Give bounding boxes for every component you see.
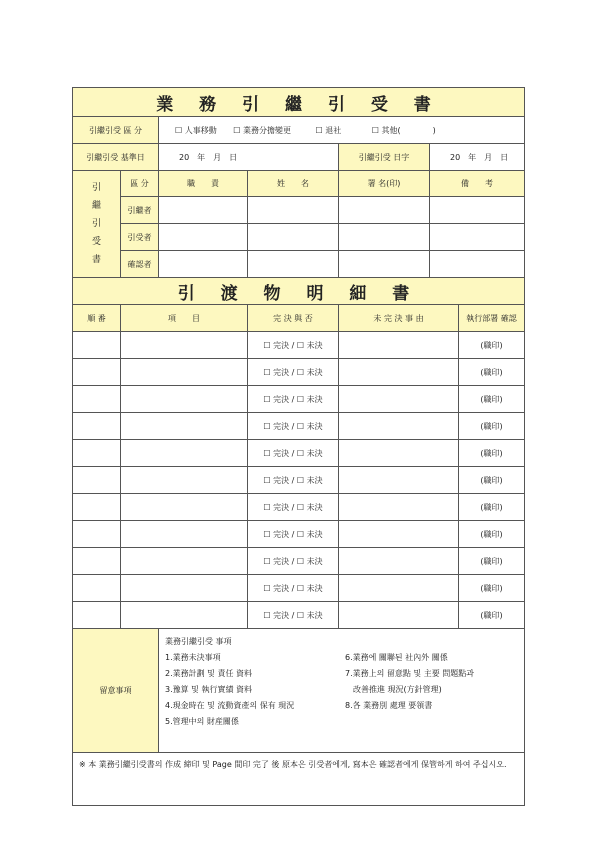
item-reason-cell[interactable] — [339, 359, 459, 386]
item-status-cell[interactable]: ☐ 完決 / ☐ 未決 — [248, 440, 339, 467]
item-number-cell[interactable] — [73, 521, 121, 548]
item-stamp-cell[interactable]: (職印) — [459, 548, 525, 575]
item-status-cell[interactable]: ☐ 完決 / ☐ 未決 — [248, 359, 339, 386]
note-item: 4.現金時在 및 流動資產의 保有 現況 — [165, 701, 295, 710]
item-reason-cell[interactable] — [339, 494, 459, 521]
person-name-cell[interactable] — [248, 224, 339, 251]
persons-header: 署 名(印) — [339, 171, 430, 197]
item-stamp-cell[interactable]: (職印) — [459, 332, 525, 359]
item-number-cell[interactable] — [73, 332, 121, 359]
item-number-cell[interactable] — [73, 602, 121, 629]
item-stamp-cell[interactable]: (職印) — [459, 440, 525, 467]
note-item: 1.業務未決事項 — [165, 653, 221, 662]
persons-header: 備 考 — [430, 171, 525, 197]
item-status-cell[interactable]: ☐ 完決 / ☐ 未決 — [248, 332, 339, 359]
person-role: 確認者 — [121, 251, 159, 278]
item-reason-cell[interactable] — [339, 332, 459, 359]
person-remarks-cell[interactable] — [430, 251, 525, 278]
item-rows — [73, 332, 525, 629]
item-name-cell[interactable] — [121, 521, 248, 548]
handover-date-field[interactable]: 20 年 月 日 — [430, 144, 525, 171]
item-number-cell[interactable] — [73, 440, 121, 467]
person-signature-cell[interactable] — [339, 224, 430, 251]
division-options — [159, 117, 525, 144]
person-row — [73, 251, 525, 278]
notes-row — [73, 629, 525, 753]
item-status-cell[interactable]: ☐ 完決 / ☐ 未決 — [248, 521, 339, 548]
item-row — [73, 548, 525, 575]
item-stamp-cell[interactable]: (職印) — [459, 413, 525, 440]
note-item: 改善推進 現況(方針管理) — [345, 685, 442, 694]
item-number-cell[interactable] — [73, 548, 121, 575]
persons-header: 姓 名 — [248, 171, 339, 197]
item-name-cell[interactable] — [121, 467, 248, 494]
note-item: 5.管理中의 財産關係 — [165, 717, 239, 726]
item-reason-cell[interactable] — [339, 467, 459, 494]
item-stamp-cell[interactable]: (職印) — [459, 359, 525, 386]
item-name-cell[interactable] — [121, 413, 248, 440]
item-stamp-cell[interactable]: (職印) — [459, 494, 525, 521]
option-duty-change[interactable]: ☐ 業務分擔變更 — [233, 125, 291, 135]
form-table — [72, 87, 525, 806]
item-number-cell[interactable] — [73, 494, 121, 521]
note-item: 3.豫算 및 執行實績 資料 — [165, 685, 252, 694]
base-date-field[interactable]: 20 年 月 日 — [159, 144, 339, 171]
note-item: 2.業務計劃 및 責任 資料 — [165, 669, 252, 678]
item-name-cell[interactable] — [121, 494, 248, 521]
items-header: 完 決 與 否 — [248, 305, 339, 332]
item-stamp-cell[interactable]: (職印) — [459, 467, 525, 494]
form-title: 業 務 引 繼 引 受 書 — [73, 88, 525, 117]
item-row — [73, 440, 525, 467]
option-other[interactable]: ☐ 其他( ) — [371, 125, 436, 135]
item-reason-cell[interactable] — [339, 440, 459, 467]
division-label: 引繼引受 區 分 — [73, 117, 159, 144]
note-item: 8.各 業務別 處理 要領書 — [345, 701, 433, 710]
items-header: 未 完 決 事 由 — [339, 305, 459, 332]
footer-note: ※ 本 業務引繼引受書의 作成 締印 및 Page 間印 完了 後 原本은 引受者에게, 寫本은 確認者에게 保管하게 하여 주십시오. — [73, 753, 525, 806]
base-date-label: 引繼引受 基準日 — [73, 144, 159, 171]
notes-content — [159, 629, 525, 753]
item-reason-cell[interactable] — [339, 413, 459, 440]
notes-list — [165, 651, 520, 729]
items-header: 順 番 — [73, 305, 121, 332]
handover-date-label: 引繼引受 日字 — [339, 144, 430, 171]
persons-header: 職 責 — [159, 171, 248, 197]
person-row — [73, 197, 525, 224]
items-header-row — [73, 305, 525, 332]
note-item: 6.業務에 關聯된 社內外 關係 — [345, 653, 448, 662]
item-row — [73, 332, 525, 359]
item-status-cell[interactable]: ☐ 完決 / ☐ 未決 — [248, 494, 339, 521]
person-row — [73, 224, 525, 251]
option-retirement[interactable]: ☐ 退社 — [315, 125, 342, 135]
item-reason-cell[interactable] — [339, 548, 459, 575]
item-row — [73, 467, 525, 494]
item-number-cell[interactable] — [73, 359, 121, 386]
person-name-cell[interactable] — [248, 197, 339, 224]
item-reason-cell[interactable] — [339, 602, 459, 629]
item-name-cell[interactable] — [121, 548, 248, 575]
item-row — [73, 602, 525, 629]
person-signature-cell[interactable] — [339, 251, 430, 278]
item-name-cell[interactable] — [121, 386, 248, 413]
person-duty-cell[interactable] — [159, 224, 248, 251]
items-title: 引 渡 物 明 細 書 — [73, 278, 525, 305]
item-number-cell[interactable] — [73, 575, 121, 602]
item-row — [73, 359, 525, 386]
item-name-cell[interactable] — [121, 575, 248, 602]
item-name-cell[interactable] — [121, 332, 248, 359]
item-number-cell[interactable] — [73, 413, 121, 440]
item-reason-cell[interactable] — [339, 521, 459, 548]
item-row — [73, 386, 525, 413]
person-signature-cell[interactable] — [339, 197, 430, 224]
persons-side-label: 引 繼 引 受 書 — [73, 171, 121, 278]
handover-form — [72, 87, 524, 806]
note-item — [345, 715, 520, 729]
item-name-cell[interactable] — [121, 602, 248, 629]
person-role: 引繼者 — [121, 197, 159, 224]
item-status-cell[interactable]: ☐ 完決 / ☐ 未決 — [248, 575, 339, 602]
item-row — [73, 494, 525, 521]
item-stamp-cell[interactable]: (職印) — [459, 575, 525, 602]
item-status-cell[interactable]: ☐ 完決 / ☐ 未決 — [248, 467, 339, 494]
item-status-cell[interactable]: ☐ 完決 / ☐ 未決 — [248, 548, 339, 575]
item-number-cell[interactable] — [73, 386, 121, 413]
item-reason-cell[interactable] — [339, 575, 459, 602]
persons-header-row — [73, 171, 525, 197]
notes-label: 留意事項 — [73, 629, 159, 753]
persons-header: 區 分 — [121, 171, 159, 197]
items-header: 項 目 — [121, 305, 248, 332]
note-item: 7.業務上의 留意點 및 主要 問題點과 — [345, 669, 474, 678]
item-number-cell[interactable] — [73, 467, 121, 494]
person-duty-cell[interactable] — [159, 251, 248, 278]
item-name-cell[interactable] — [121, 359, 248, 386]
person-remarks-cell[interactable] — [430, 224, 525, 251]
person-name-cell[interactable] — [248, 251, 339, 278]
notes-heading: 業務引繼引受 事項 — [165, 637, 232, 646]
item-stamp-cell[interactable]: (職印) — [459, 521, 525, 548]
item-row — [73, 521, 525, 548]
item-stamp-cell[interactable]: (職印) — [459, 602, 525, 629]
option-personnel-move[interactable]: ☐ 人事移動 — [175, 125, 217, 135]
person-duty-cell[interactable] — [159, 197, 248, 224]
item-status-cell[interactable]: ☐ 完決 / ☐ 未決 — [248, 386, 339, 413]
item-row — [73, 413, 525, 440]
item-status-cell[interactable]: ☐ 完決 / ☐ 未決 — [248, 602, 339, 629]
item-status-cell[interactable]: ☐ 完決 / ☐ 未決 — [248, 413, 339, 440]
item-row — [73, 575, 525, 602]
items-header: 執行部署 確認 — [459, 305, 525, 332]
item-reason-cell[interactable] — [339, 386, 459, 413]
person-role: 引受者 — [121, 224, 159, 251]
item-stamp-cell[interactable]: (職印) — [459, 386, 525, 413]
person-remarks-cell[interactable] — [430, 197, 525, 224]
item-name-cell[interactable] — [121, 440, 248, 467]
